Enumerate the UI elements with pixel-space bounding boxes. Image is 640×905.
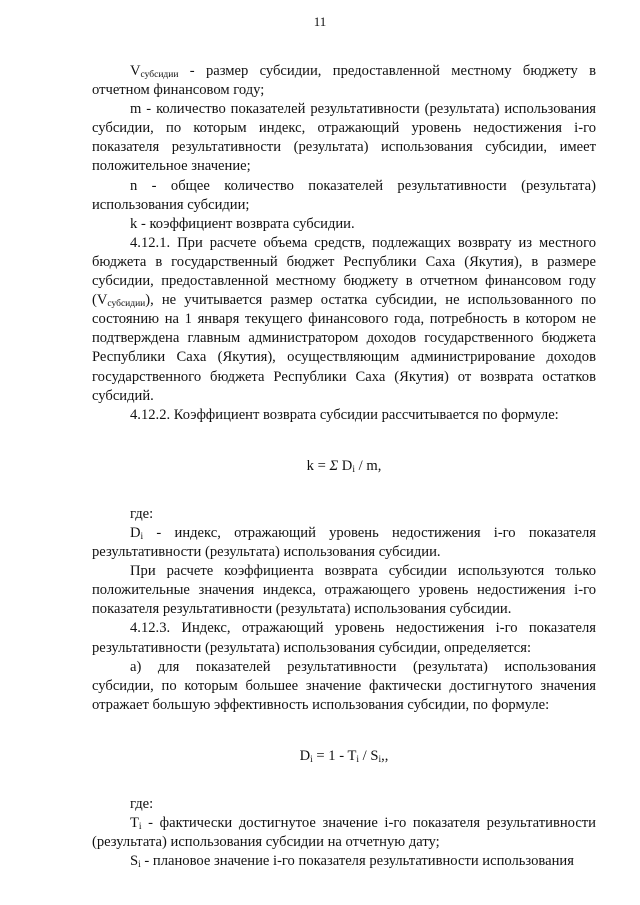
where-label-1: где: [130,505,154,522]
page-number: 11 [313,14,327,29]
formula-d-left: D [299,747,311,764]
si-subscript: i [138,860,141,871]
definition-k: k - коэффициент возврата субсидии. [130,215,355,232]
paragraph-4-12-1 [92,234,596,406]
formula-d-sub-2: i [356,754,360,765]
paragraph-4-12-1-subscript: субсидии [107,299,146,310]
formula-d-end: ,, [381,747,389,764]
definition-ti [92,814,596,852]
definition-n: n - общее количество показателей результативности (результата) использования субсидии; [92,177,596,213]
formula-d [92,747,596,766]
paragraph-4-12-1-part-a: 4.12.1. При расчете объема средств, подлежащих возврату из местного бюджета в государственный бюджет Республики Саха (Якутия), в размере субсидии, предоставленной местному бюджету в отчетном финансовом году (V [92,234,596,309]
ti-symbol: T [130,815,139,832]
si-definition-text: - плановое значение i-го показателя результативности использования [140,853,574,870]
definition-m: m - количество показателей результативности (результата) использования субсидии, по которым индекс, отражающий уровень недостижения i-го показателя результативности (результата) использования субсидии, имеет положительное значение; [92,101,596,175]
formula-d-sub-3: i [378,754,382,765]
si-symbol: S [130,853,139,870]
formula-d-mid: = 1 - T [312,747,357,764]
definition-di [92,524,596,562]
item-a: а) для показателей результативности (результата) использования субсидии, по которым большее значение фактически достигнутого значения отражает большую эффективность использования субсидии, по формуле: [92,658,596,713]
v-symbol: V [130,63,141,79]
formula-k-d: D [338,457,353,474]
di-symbol: D [130,524,141,541]
definition-v-subsidy [92,62,596,100]
sigma-symbol: Σ [329,457,339,474]
formula-k-rest: / m, [355,457,382,474]
formula-d-sub-1: i [310,754,313,765]
paragraph-4-12-2: 4.12.2. Коэффициент возврата субсидии рассчитывается по формуле: [130,406,559,423]
paragraph-positive-values: При расчете коэффициента возврата субсидии используются только положительные значения индекса, отражающего уровень недостижения i-го показателя результативности (результата) использования субсидии. [92,563,596,618]
definition-si [92,852,596,871]
formula-k-subscript: i [352,464,355,475]
paragraph-4-12-3: 4.12.3. Индекс, отражающий уровень недостижения i-го показателя результативности (результата) использования субсидии, определяется: [92,620,596,656]
document-body [92,62,596,871]
formula-d-div: / S [359,747,379,764]
formula-k [92,457,596,476]
ti-definition-text: - фактически достигнутое значение i-го показателя результативности (результата) использования субсидии на отчетную дату; [92,815,596,851]
v-definition-text: - размер субсидии, предоставленной местному бюджету в отчетном финансовом году; [92,63,596,99]
di-definition-text: - индекс, отражающий уровень недостижения i-го показателя результативности (результата) использования субсидии. [92,524,596,561]
ti-subscript: i [138,822,142,833]
where-label-2: где: [130,796,154,812]
di-subscript: i [140,531,144,542]
paragraph-4-12-1-part-b: ), не учитывается размер остатка субсидии, не использованного по состоянию на 1 января текущего финансового года, потребность в котором не подтверждена главным администратором доходов государственного бюджета Республики Саха (Якутия), осуществляющим администрирование доходов государственного бюджета Республики Саха (Якутия) от возврата остатков субсидий. [92,292,596,404]
v-subscript: субсидии [140,70,179,80]
formula-k-left: k = [306,457,330,474]
